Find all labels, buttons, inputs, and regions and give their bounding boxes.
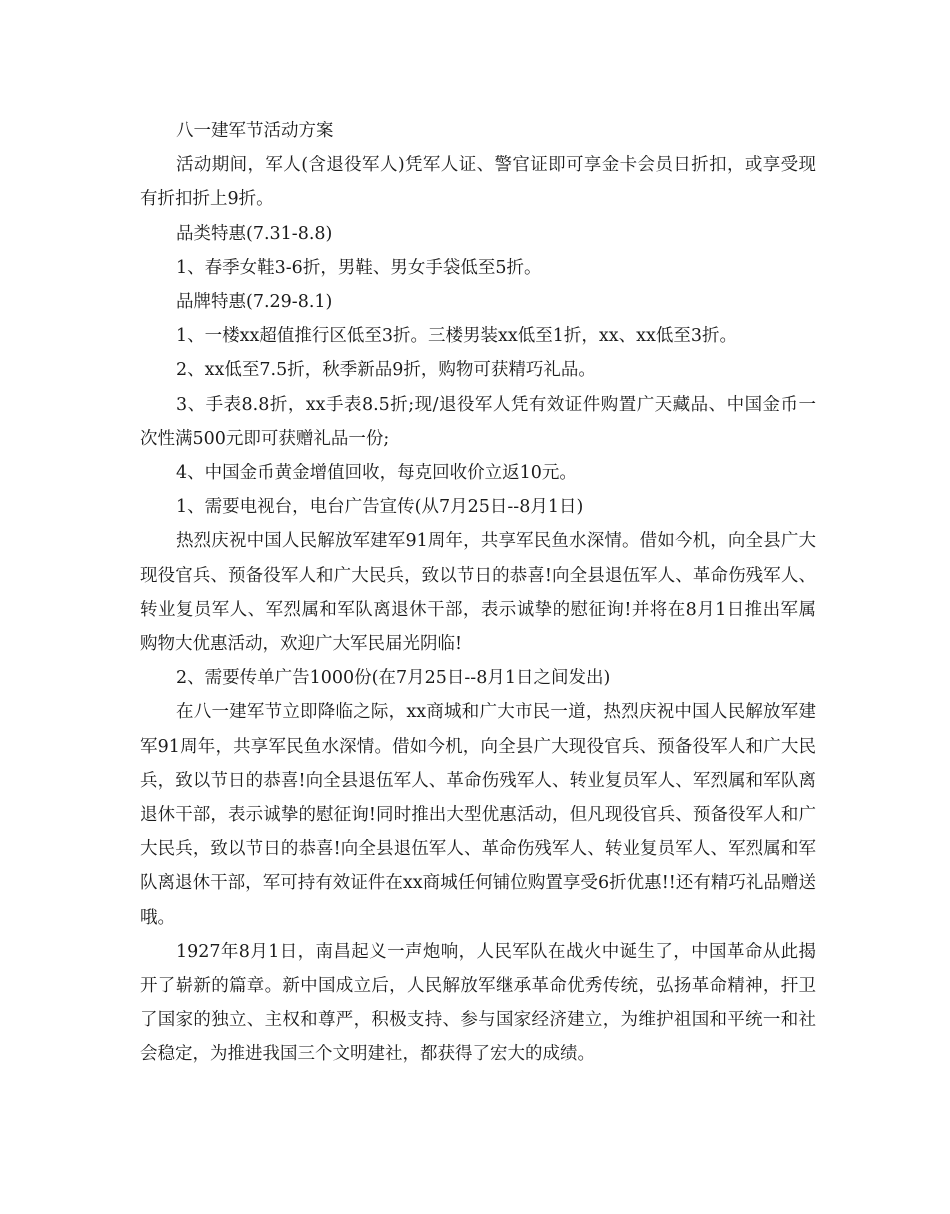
heading-flyer-ads: 2、需要传单广告1000份(在7月25日--8月1日之间发出) — [176, 668, 611, 689]
paragraph-flyer-text: 在八一建军节立即降临之际，xx商城和广大市民一道，热烈庆祝中国人民解放军建军91周年，共享军民鱼水深情。借如今机，向全县广大现役官兵、预备役军人和广大民兵，致以节日的恭喜!向全县退伍军人、革命伤残军人、转业复员军人、军烈属和军队离退休干部，表示诚挚的慰征询!同时推出大型优惠活动，但凡现役官兵、预备役军人和广大民兵，致以节日的恭喜!向全县退伍军人、革命伤残军人、转业复员军人、军烈属和军队离退休干部，军可持有效证件在xx商城任何铺位购置享受6折优惠!!还有精巧礼品赠送哦。 — [140, 702, 816, 928]
heading-brand-offers: 品牌特惠(7.29-8.1) — [176, 292, 333, 313]
paragraph-brand-item-2: 2、xx低至7.5折，秋季新品9折，购物可获精巧礼品。 — [176, 360, 596, 381]
paragraph-tv-radio-text: 热烈庆祝中国人民解放军建军91周年，共享军民鱼水深情。借如今机，向全县广大现役官兵、预备役军人和广大民兵，致以节日的恭喜!向全县退伍军人、革命伤残军人、转业复员军人、军烈属和军队离退休干部，表示诚挚的慰征询!并将在8月1日推出军属购物大优惠活动，欢迎广大军民届光阴临! — [140, 531, 816, 655]
paragraph-history: 1927年8月1日，南昌起义一声炮响，人民军队在战火中诞生了，中国革命从此揭开了崭新的篇章。新中国成立后，人民解放军继承革命优秀传统，弘扬革命精神，扞卫了国家的独立、主权和尊严，积极支持、参与国家经济建立，为维护祖国和平统一和社会稳定，为推进我国三个文明建社，都获得了宏大的成绩。 — [140, 941, 816, 1065]
document-title: 八一建军节活动方案 — [176, 121, 334, 141]
paragraph-brand-item-1: 1、一楼xx超值推行区低至3折。三楼男装xx低至1折，xx、xx低至3折。 — [176, 326, 737, 347]
paragraph-activity-period: 活动期间，军人(含退役军人)凭军人证、警官证即可享金卡会员日折扣，或享受现有折扣折上9折。 — [140, 155, 816, 210]
heading-category-offers: 品类特惠(7.31-8.8) — [176, 223, 333, 244]
heading-tv-radio-ads: 1、需要电视台，电台广告宣传(从7月25日--8月1日) — [176, 497, 584, 518]
paragraph-brand-item-4: 4、中国金币黄金增值回收，每克回收价立返10元。 — [176, 463, 577, 484]
paragraph-brand-item-3: 3、手表8.8折，xx手表8.5折;现/退役军人凭有效证件购置广天藏品、中国金币一次性满500元即可获赠礼品一份; — [140, 394, 816, 449]
document-body — [140, 114, 816, 1072]
paragraph-category-item-1: 1、春季女鞋3-6折，男鞋、男女手袋低至5折。 — [176, 257, 542, 278]
